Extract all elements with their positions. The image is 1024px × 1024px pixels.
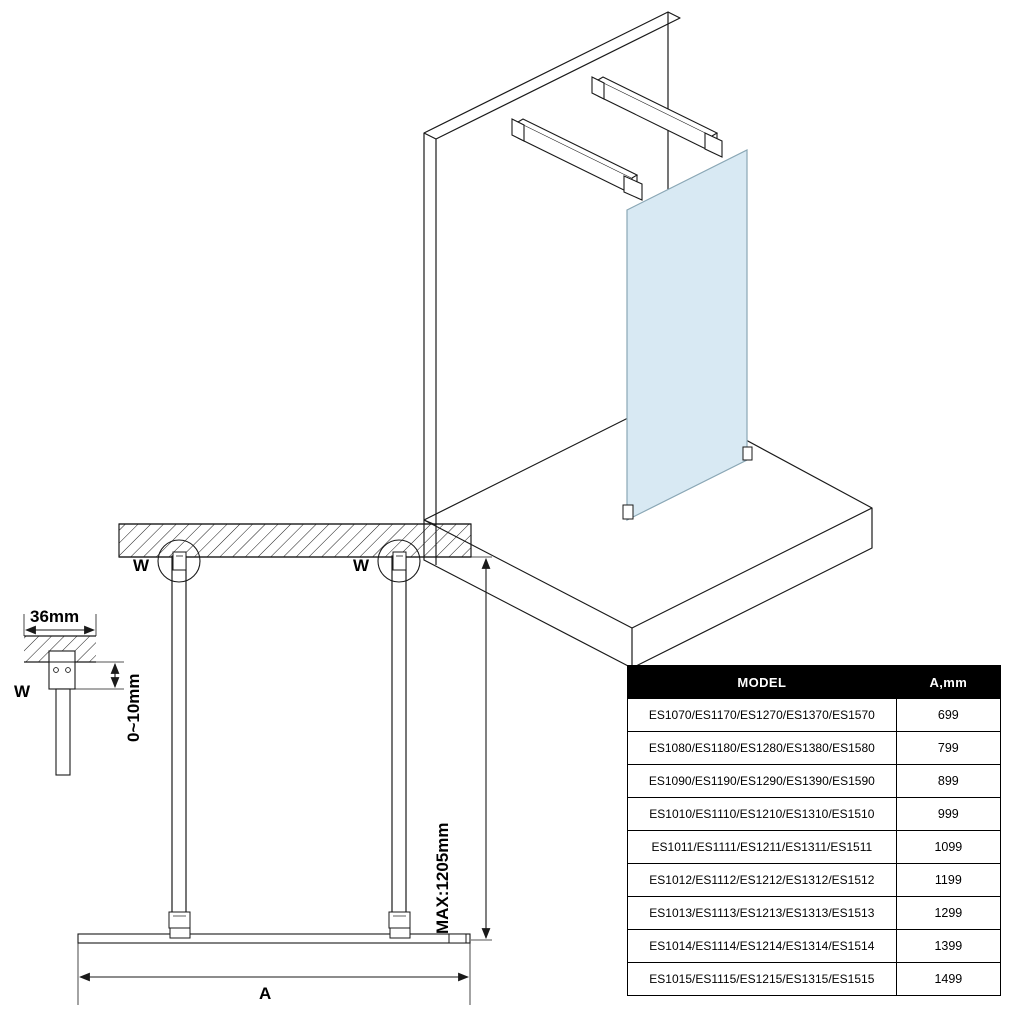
cell-model: ES1012/ES1112/ES1212/ES1312/ES1512 xyxy=(628,864,897,897)
side-detail-view xyxy=(24,614,124,775)
cell-model: ES1090/ES1190/ES1290/ES1390/ES1590 xyxy=(628,765,897,798)
column-header-a-mm: A,mm xyxy=(896,666,1000,699)
cell-a-value: 1399 xyxy=(896,930,1000,963)
cell-model: ES1010/ES1110/ES1210/ES1310/ES1510 xyxy=(628,798,897,831)
cell-a-value: 999 xyxy=(896,798,1000,831)
table-row xyxy=(628,897,1001,930)
bracket-label-w-side: W xyxy=(14,682,31,701)
model-spec-table xyxy=(627,665,1001,996)
cell-model: ES1080/ES1180/ES1280/ES1380/ES1580 xyxy=(628,732,897,765)
cell-model: ES1015/ES1115/ES1215/ES1315/ES1515 xyxy=(628,963,897,996)
cell-model: ES1013/ES1113/ES1213/ES1313/ES1513 xyxy=(628,897,897,930)
cell-a-value: 799 xyxy=(896,732,1000,765)
table-row xyxy=(628,699,1001,732)
table-row xyxy=(628,732,1001,765)
cell-model: ES1070/ES1170/ES1270/ES1370/ES1570 xyxy=(628,699,897,732)
front-elevation-view xyxy=(78,524,492,1005)
table-row xyxy=(628,831,1001,864)
table-header-row xyxy=(628,666,1001,699)
dimension-a: A xyxy=(259,984,272,1003)
table-row xyxy=(628,963,1001,996)
table-row xyxy=(628,798,1001,831)
cell-a-value: 1499 xyxy=(896,963,1000,996)
bracket-label-w-right: W xyxy=(353,556,370,575)
dimension-gap-range: 0~10mm xyxy=(124,673,143,742)
dimension-max-height: MAX:1205mm xyxy=(433,822,452,934)
glass-panel-3d xyxy=(627,150,747,520)
column-header-model: MODEL xyxy=(628,666,897,699)
cell-a-value: 1199 xyxy=(896,864,1000,897)
cell-a-value: 1299 xyxy=(896,897,1000,930)
cell-a-value: 899 xyxy=(896,765,1000,798)
cell-a-value: 699 xyxy=(896,699,1000,732)
table-row xyxy=(628,930,1001,963)
cell-model: ES1011/ES1111/ES1211/ES1311/ES1511 xyxy=(628,831,897,864)
cell-a-value: 1099 xyxy=(896,831,1000,864)
cell-model: ES1014/ES1114/ES1214/ES1314/ES1514 xyxy=(628,930,897,963)
table-row xyxy=(628,864,1001,897)
dimension-36mm: 36mm xyxy=(30,607,80,626)
bracket-label-w-left: W xyxy=(133,556,150,575)
table-row xyxy=(628,765,1001,798)
